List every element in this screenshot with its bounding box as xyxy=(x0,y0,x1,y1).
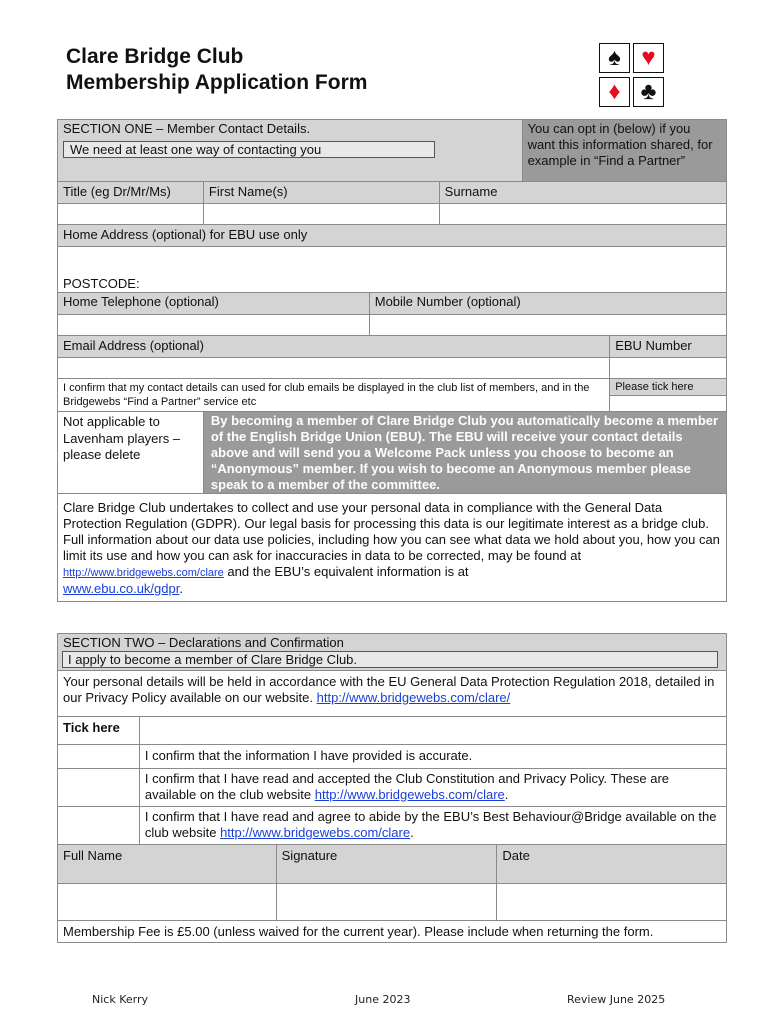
please-tick-label: Please tick here xyxy=(610,379,726,396)
section-one-heading: SECTION ONE – Member Contact Details. xyxy=(63,121,311,136)
title-input[interactable] xyxy=(58,204,204,225)
constitution-link[interactable]: http://www.bridgewebs.com/clare xyxy=(314,787,505,802)
gdpr-text: Clare Bridge Club undertakes to collect and use your personal data in compliance with the General Data Protection Regulation (GDPR). Our legal basis for processing this data is our legitimate interest as a bridge club. Full information about our data use policies, including how you can see what data we hold about you, how you can limit its use and how you can ask for inaccuracies in data to be corrected, may be found at xyxy=(63,500,720,563)
signature-label: Signature xyxy=(276,845,497,884)
form-title xyxy=(66,44,367,96)
address-label: Home Address (optional) for EBU use only xyxy=(58,225,727,247)
surname-label: Surname xyxy=(439,182,726,204)
mobile-input[interactable] xyxy=(369,315,726,336)
first-name-input[interactable] xyxy=(203,204,439,225)
section-two-table xyxy=(57,633,727,943)
footer-date: June 2023 xyxy=(355,993,411,1006)
behaviour-link[interactable]: http://www.bridgewebs.com/clare xyxy=(220,825,411,840)
section-one-table xyxy=(57,119,727,602)
home-tel-label: Home Telephone (optional) xyxy=(58,293,370,315)
section-two-header xyxy=(58,634,727,671)
email-label: Email Address (optional) xyxy=(58,336,610,358)
date-input[interactable] xyxy=(497,884,727,921)
ebu-notice: By becoming a member of Clare Bridge Club you automatically become a member of the English Bridge Union (EBU). The EBU will receive your contact details above and will send you a Welcome Pack unless you choose to become an “Anonymous” member. If you wish to become an Anonymous member please speak to a member of the committee. xyxy=(203,412,726,494)
privacy-policy-link[interactable]: http://www.bridgewebs.com/clare/ xyxy=(316,690,511,705)
full-name-label: Full Name xyxy=(58,845,277,884)
section-one-header xyxy=(58,120,523,182)
decl-constitution: I confirm that I have read and accepted the Club Constitution and Privacy Policy. These are available on the club website http://www.bridgewebs.com/clare. xyxy=(139,769,726,807)
footer-review: Review June 2025 xyxy=(567,993,666,1006)
club-icon: ♣ xyxy=(633,77,664,107)
tick-header-spacer xyxy=(139,717,726,745)
mobile-label: Mobile Number (optional) xyxy=(369,293,726,315)
title-label: Title (eg Dr/Mr/Ms) xyxy=(58,182,204,204)
form-name: Membership Application Form xyxy=(66,71,368,94)
share-confirm-text: I confirm that my contact details can used for club emails be displayed in the club list of members, and in the Bridgewebs “Find a Partner” service etc xyxy=(58,379,610,412)
ebu-gdpr-link[interactable]: www.ebu.co.uk/gdpr xyxy=(63,581,180,596)
club-name: Clare Bridge Club xyxy=(66,45,244,68)
decl-constitution-text: I confirm that I have read and accepted the Club Constitution and Privacy Policy. These are available on the club website xyxy=(144,771,670,802)
heart-icon: ♥ xyxy=(633,43,664,73)
email-input[interactable] xyxy=(58,358,610,379)
home-tel-input[interactable] xyxy=(58,315,370,336)
share-tick-box[interactable] xyxy=(610,396,726,411)
ebu-number-input[interactable] xyxy=(610,358,727,379)
tick-here-label: Tick here xyxy=(58,717,140,745)
ebu-number-label: EBU Number xyxy=(610,336,727,358)
gdpr-statement xyxy=(58,494,727,602)
tick-cell xyxy=(610,379,727,412)
full-name-input[interactable] xyxy=(58,884,277,921)
contact-note: We need at least one way of contacting you xyxy=(63,141,435,158)
opt-in-note: You can opt in (below) if you want this information shared, for example in “Find a Partner” xyxy=(522,120,726,182)
card-suits-logo xyxy=(597,42,667,108)
decl-accuracy: I confirm that the information I have provided is accurate. xyxy=(139,745,726,769)
privacy-text: Your personal details will be held in accordance with the EU General Data Protection Regulation 2018, detailed in our Privacy Policy available on our website. xyxy=(63,674,715,705)
date-label: Date xyxy=(497,845,727,884)
privacy-statement xyxy=(58,671,727,717)
behaviour-tick-box[interactable] xyxy=(58,807,140,845)
address-input[interactable] xyxy=(58,247,727,293)
signature-input[interactable] xyxy=(276,884,497,921)
membership-fee-note: Membership Fee is £5.00 (unless waived for the current year). Please include when returning the form. xyxy=(58,921,727,943)
not-applicable-note: Not applicable to Lavenham players – please delete xyxy=(58,412,204,494)
gdpr-end: . xyxy=(179,581,183,596)
accuracy-tick-box[interactable] xyxy=(58,745,140,769)
decl-behaviour: I confirm that I have read and agree to abide by the EBU’s Best Behaviour@Bridge available on the club website http://www.bridgewebs.com/clare. xyxy=(139,807,726,845)
first-name-label: First Name(s) xyxy=(203,182,439,204)
gdpr-mid-text: and the EBU’s equivalent information is at xyxy=(227,564,469,579)
footer-author: Nick Kerry xyxy=(92,993,148,1006)
apply-statement: I apply to become a member of Clare Bridge Club. xyxy=(62,651,718,668)
club-website-link[interactable]: http://www.bridgewebs.com/clare xyxy=(63,567,224,579)
decl-behaviour-text: I confirm that I have read and agree to abide by the EBU’s Best Behaviour@Bridge available on the club website xyxy=(144,809,717,840)
spade-icon: ♠ xyxy=(599,43,630,73)
postcode-label: POSTCODE: xyxy=(63,276,140,291)
diamond-icon: ♦ xyxy=(599,77,630,107)
surname-input[interactable] xyxy=(439,204,726,225)
section-two-heading: SECTION TWO – Declarations and Confirmation xyxy=(63,635,344,650)
constitution-tick-box[interactable] xyxy=(58,769,140,807)
